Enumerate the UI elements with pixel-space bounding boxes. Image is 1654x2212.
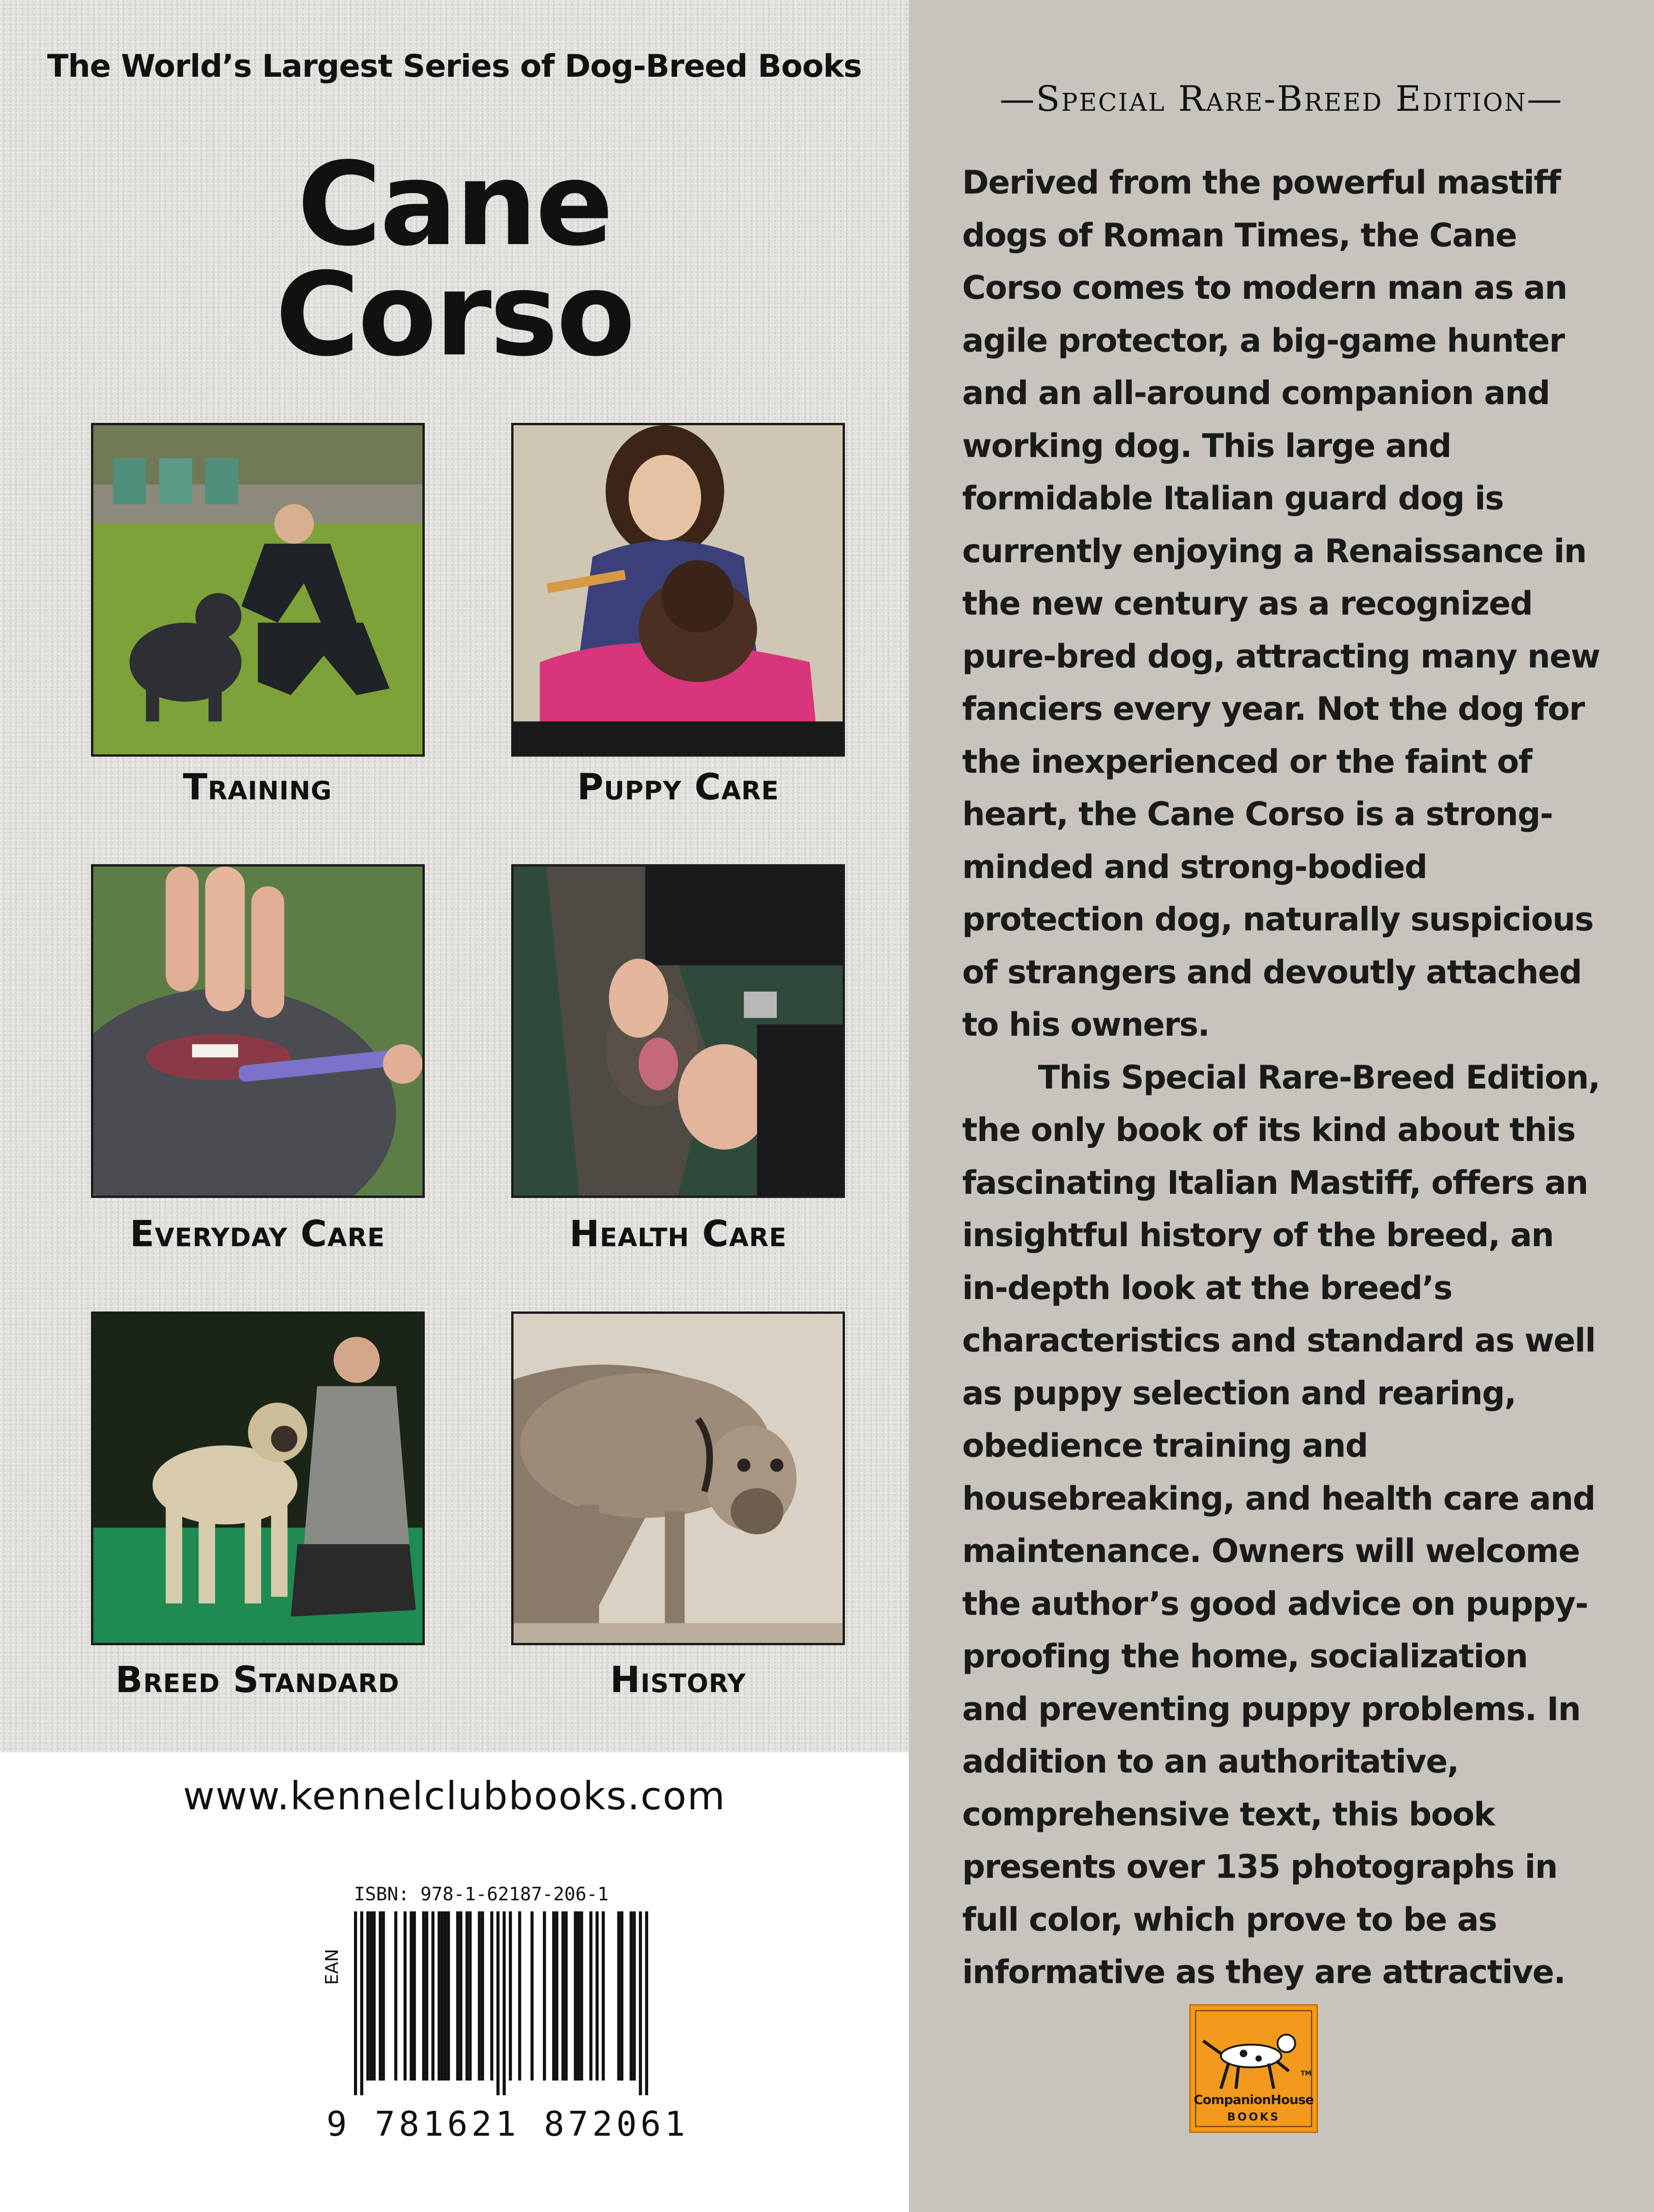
caption-breed-standard: Breed Standard xyxy=(115,1659,399,1701)
barcode-bar xyxy=(543,1911,546,2081)
barcode-bar xyxy=(370,1911,373,2081)
barcode-bar xyxy=(565,1911,568,2081)
barcode-bar xyxy=(574,1911,577,2081)
caption-puppy-care: Puppy Care xyxy=(577,767,779,808)
barcode-bar xyxy=(478,1911,481,2081)
barcode-bar xyxy=(595,1911,599,2081)
barcode-bar xyxy=(502,1911,506,2095)
barcode-bar xyxy=(496,1911,500,2095)
barcode-bar xyxy=(617,1911,621,2081)
barcode-bar xyxy=(577,1911,580,2081)
barcode-bar xyxy=(589,1911,593,2081)
series-tagline: The World’s Largest Series of Dog-Breed Books xyxy=(47,48,862,85)
everyday-care-photo xyxy=(91,864,425,1198)
edition-label: —Special Rare-Breed Edition— xyxy=(999,78,1563,119)
barcode-bar xyxy=(444,1911,447,2081)
training-photo xyxy=(91,423,425,757)
barcode-bar xyxy=(372,1911,376,2081)
barcode-bar xyxy=(466,1911,469,2081)
logo-books: BOOKS xyxy=(1227,2110,1280,2123)
barcode-bar xyxy=(379,1911,382,2081)
barcode-bar xyxy=(447,1911,450,2081)
barcode-bar xyxy=(468,1911,472,2081)
barcode-bar xyxy=(518,1911,521,2081)
barcode-bar xyxy=(580,1911,583,2081)
barcode-bar xyxy=(633,1911,636,2081)
caption-health-care: Health Care xyxy=(569,1214,787,1255)
barcode-bar xyxy=(410,1911,413,2081)
description-paragraph-1: Derived from the powerful mastiff dogs of Roman Times, the Cane Corso comes to modern man as an agile protector, a big-game hunter and an all-around companion and working dog. This large and formidable Italian guard dog is currently enjoying a Renaissance in the new century as a recognized pure-bred dog, attracting many new fanciers every year. Not the dog for the inexperienced or the faint of heart, the Cane Corso is a strong-minded and strong-bodied protection dog, naturally suspicious of strangers and devoutly attached to his owners. xyxy=(962,164,1600,1043)
barcode-bar xyxy=(481,1911,484,2081)
book-title-line1: Cane xyxy=(297,137,612,271)
barcode-bar xyxy=(441,1911,444,2081)
health-care-photo xyxy=(511,864,845,1198)
puppy-care-photo xyxy=(511,423,845,757)
barcode-bar xyxy=(366,1911,370,2081)
barcode-bar xyxy=(360,1911,363,2095)
barcode-bar xyxy=(630,1911,633,2081)
barcode-bar xyxy=(413,1911,416,2081)
barcode-bar xyxy=(620,1911,623,2081)
barcode-bar xyxy=(425,1911,428,2081)
barcode-bar xyxy=(645,1911,648,2095)
barcode-bar xyxy=(530,1911,534,2081)
barcode-bar xyxy=(422,1911,425,2081)
barcode-bar xyxy=(431,1911,434,2081)
caption-history: History xyxy=(610,1659,746,1701)
barcode-bar xyxy=(555,1911,559,2081)
logo-trademark: TM xyxy=(1300,2070,1312,2077)
caption-everyday-care: Everyday Care xyxy=(130,1214,385,1255)
barcode-bar xyxy=(552,1911,555,2081)
book-title-line2: Corso xyxy=(275,248,634,382)
companionhouse-logo xyxy=(1189,2004,1318,2133)
description-paragraph-2: This Special Rare-Breed Edition, the only book of its kind about this fascinating Italian Mastiff, offers an insightful history of the breed, an in-depth look at the breed’s characteristics and standard as well as puppy selection and rearing, obedience training and housebreaking, and health care and maintenance. Owners will welcome the author’s good advice on puppy-proofing the home, socialization and preventing puppy problems. In addition to an authoritative, comprehensive text, this book presents over 135 photographs in full color, which prove to be as informative as they are attractive. xyxy=(962,1058,1600,1991)
barcode-bar xyxy=(456,1911,459,2081)
barcode-bar xyxy=(509,1911,512,2081)
barcode-bars xyxy=(354,1911,648,2095)
barcode-bar xyxy=(438,1911,441,2081)
website-url[interactable]: www.kennelclubbooks.com xyxy=(183,1773,726,1819)
logo-name: CompanionHouse xyxy=(1193,2092,1314,2107)
barcode-bar xyxy=(639,1911,642,2095)
history-illustration xyxy=(511,1311,845,1645)
barcode-bar xyxy=(354,1911,357,2095)
barcode-bar xyxy=(394,1911,398,2081)
barcode-bar xyxy=(404,1911,407,2081)
barcode-digits: 9 781621 872061 xyxy=(326,2104,689,2144)
barcode-bar xyxy=(459,1911,462,2081)
barcode-bar xyxy=(382,1911,385,2081)
breed-standard-photo xyxy=(91,1311,425,1645)
isbn-number: ISBN: 978-1-62187-206-1 xyxy=(354,1884,609,1905)
barcode-bar xyxy=(561,1911,565,2081)
book-description xyxy=(962,156,1601,1999)
barcode-bar xyxy=(602,1911,605,2081)
ean-label: EAN xyxy=(322,1949,342,1985)
caption-training: Training xyxy=(183,767,332,808)
barcode-bar xyxy=(490,1911,493,2081)
barcode xyxy=(322,1884,689,2144)
